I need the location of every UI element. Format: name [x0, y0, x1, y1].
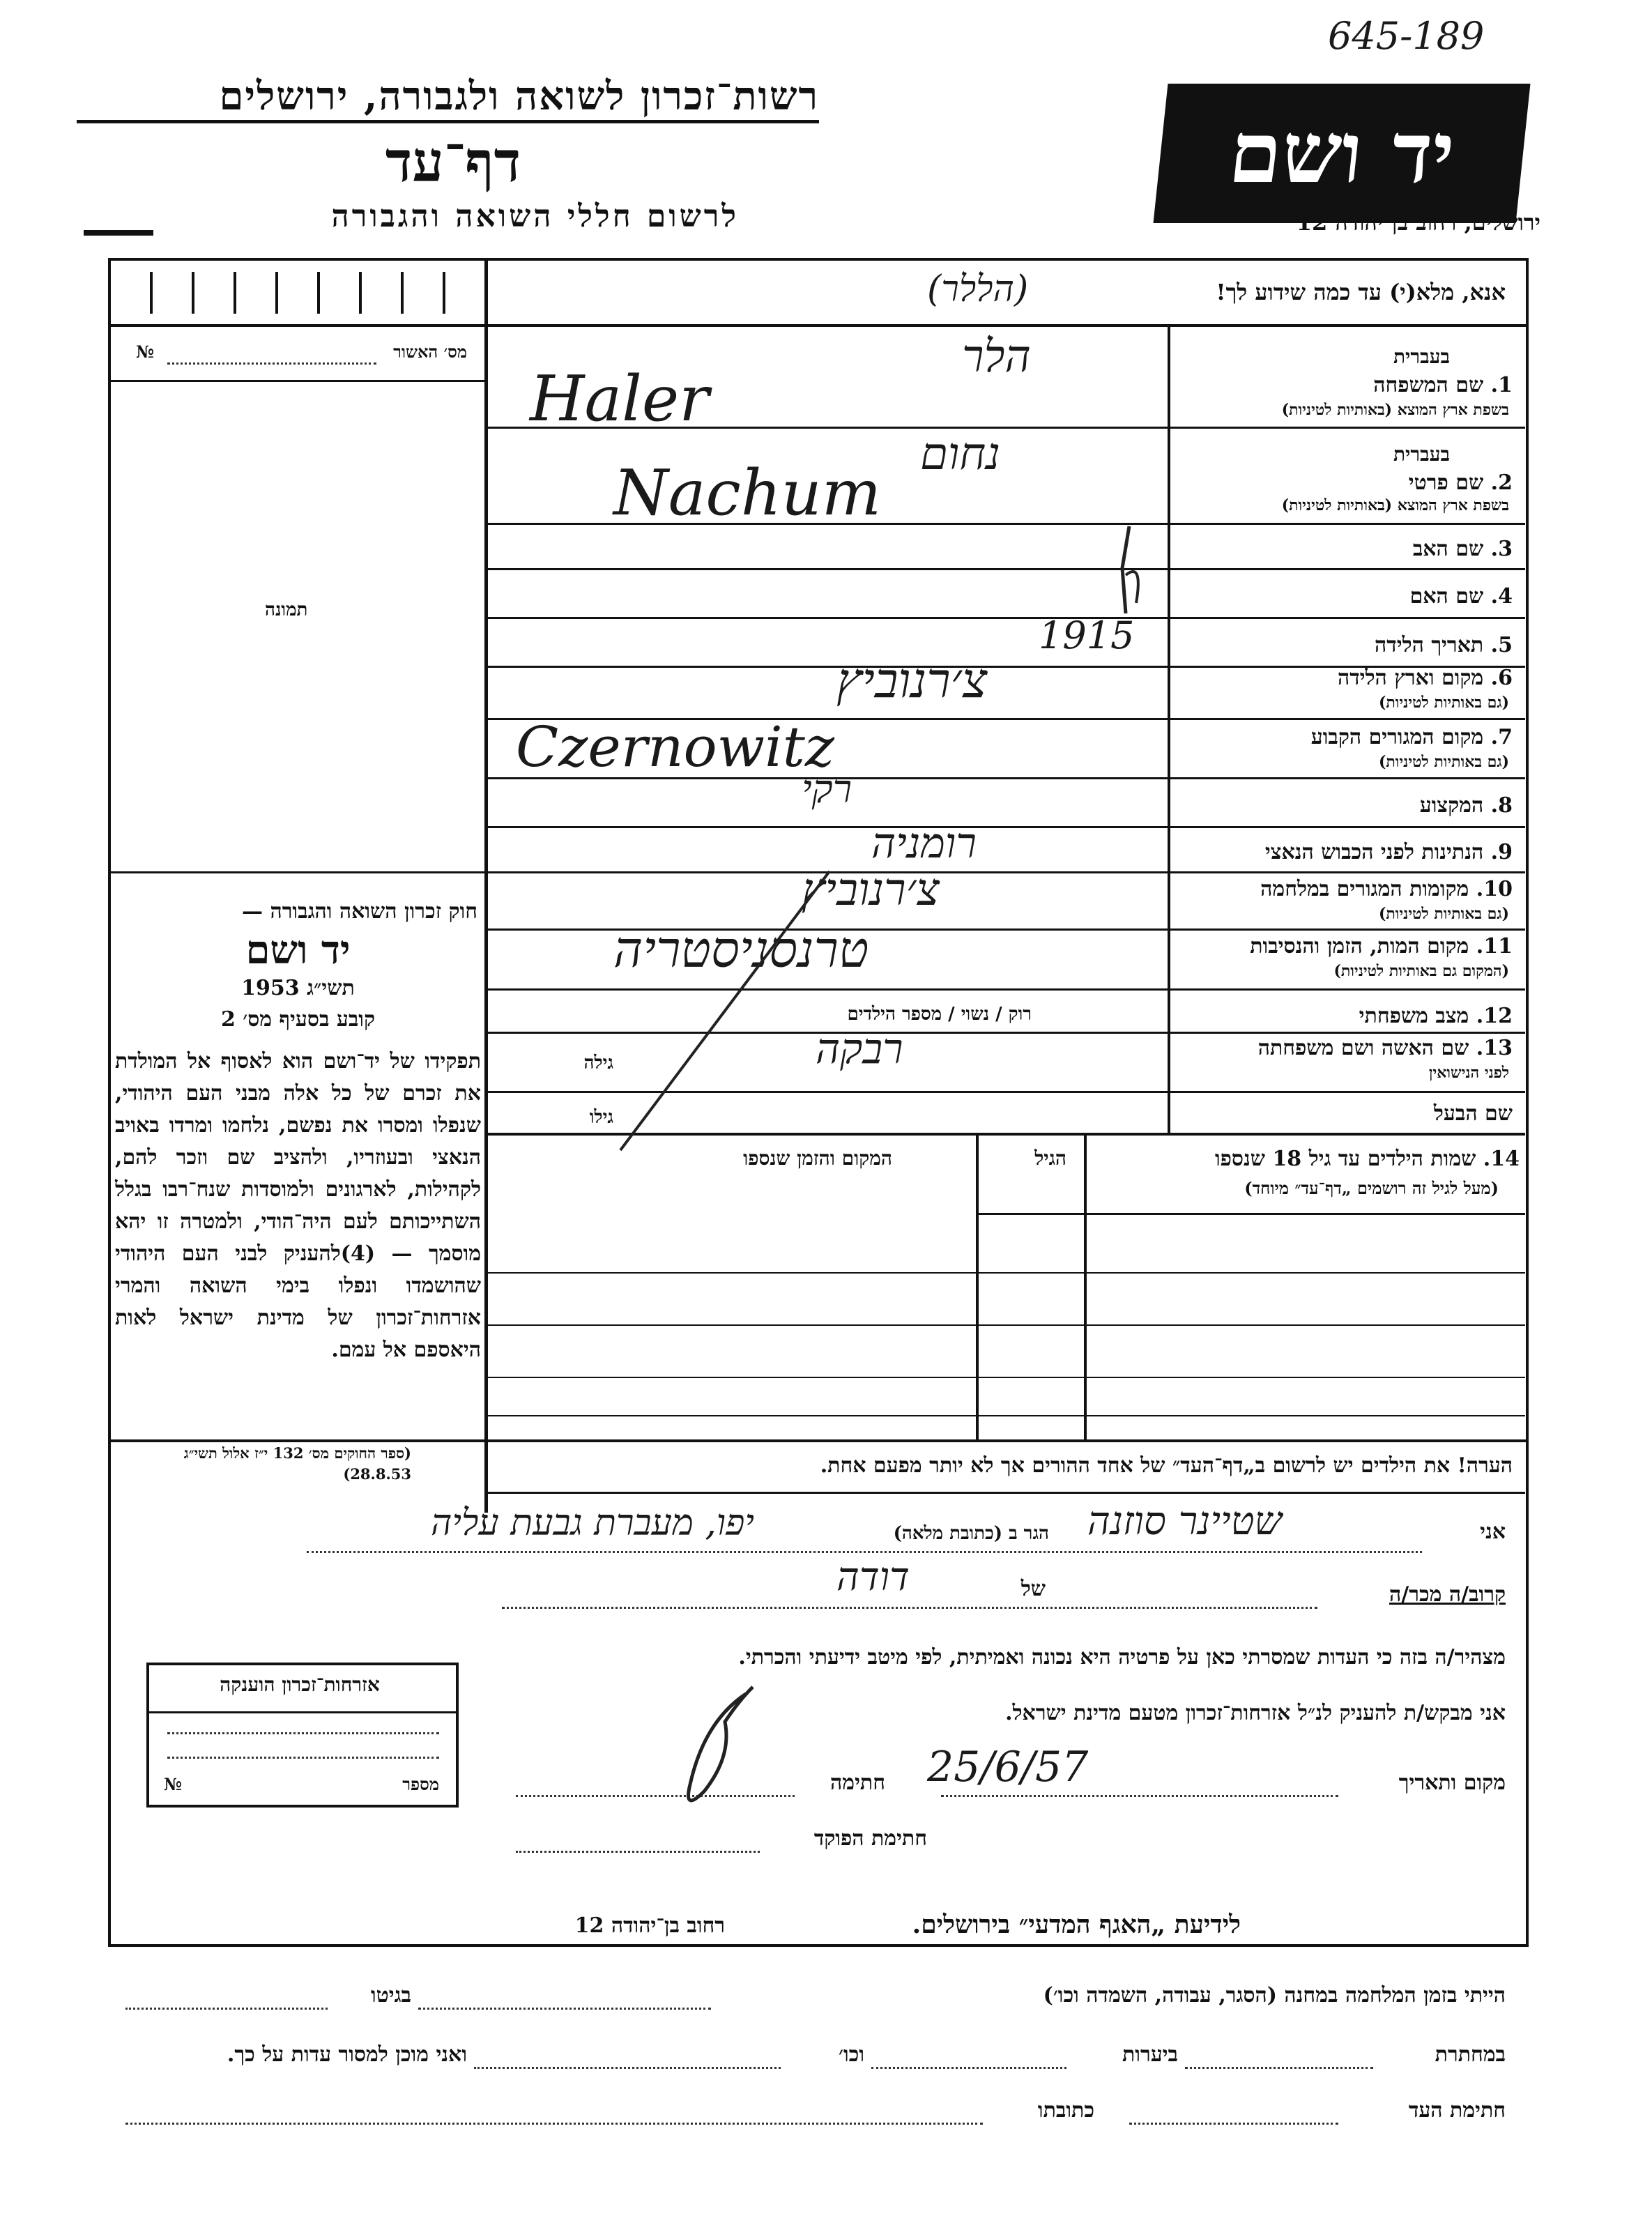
approval-row-bottom	[108, 380, 488, 382]
field-1-heb-tag: בעברית	[1393, 345, 1450, 368]
field-9-value: רומניה	[871, 819, 977, 868]
field-13-sub: לפני הנישואין	[1428, 1064, 1509, 1082]
field-12-num: 12.	[1476, 1004, 1513, 1028]
field-8-label	[1178, 793, 1513, 818]
yad-vashem-logo: יד ושם	[1153, 84, 1530, 223]
field-1-num: 1.	[1490, 373, 1513, 397]
field-2-sub: בשפת ארץ המוצא (באותיות לטיניות)	[1281, 496, 1509, 514]
children-row-2	[488, 1324, 1525, 1326]
children-header-bottom	[976, 1213, 1525, 1215]
field-6-sub: (גם באותיות לטיניות)	[1378, 694, 1509, 712]
info-witness-address-line[interactable]	[125, 2123, 983, 2125]
label-column-divider	[1168, 324, 1170, 1133]
field-4-divider	[488, 617, 1525, 619]
info-address: רחוב בן־יהודה 12	[574, 1913, 725, 1938]
field-2-latin-value: Nachum	[613, 457, 882, 530]
field-7-sub: (גם באותיות לטיניות)	[1378, 753, 1509, 771]
approval-number-label: מס׳ האשור	[393, 342, 467, 362]
form-title: דף־עד	[385, 129, 521, 194]
declarant-address: יפו, מעברת גבעת עליה	[430, 1502, 755, 1544]
tick-box	[359, 272, 362, 314]
info-title: לידיעת „האגף המדעי״ בירושלים.	[912, 1910, 1241, 1939]
field-12-name: מצב משפחתי	[1359, 1004, 1469, 1028]
field-3-label	[1178, 537, 1513, 561]
field-11-sub: (המקום גם באותיות לטיניות)	[1333, 962, 1509, 980]
declarant-line[interactable]	[307, 1551, 1422, 1553]
field-8-value: רקי	[802, 767, 852, 812]
tick-box	[275, 272, 278, 314]
field-9-name: הנתינות לפני הכבוש הנאצי	[1264, 840, 1484, 864]
children-row-3	[488, 1377, 1525, 1378]
children-title: שמות הילדים עד גיל 18 שנספו	[1214, 1147, 1476, 1171]
field-6-num: 6.	[1490, 666, 1513, 690]
field-3-divider	[488, 568, 1525, 570]
tick-box	[317, 272, 320, 314]
info-etc: וכו׳	[839, 2042, 864, 2067]
info-line1: הייתי בזמן המלחמה במחנה (הסגר, עבודה, השמדה וכו׳)	[1043, 1983, 1506, 2008]
field-7-num: 7.	[1490, 725, 1513, 749]
memorial-box-line-1[interactable]	[167, 1732, 439, 1734]
relation-value: דודה	[836, 1554, 910, 1600]
memorial-box-number-label: מספר	[402, 1774, 439, 1794]
field-5-name: תאריך הלידה	[1375, 633, 1484, 657]
field-11-num: 11.	[1476, 934, 1513, 958]
field-7-label	[1178, 725, 1513, 749]
form-subtitle: לרשום חללי השואה והגבורה	[331, 199, 739, 234]
field-12-label	[1178, 1004, 1513, 1028]
field-6-label	[1178, 666, 1513, 690]
authority-underline	[77, 120, 819, 123]
tick-box	[192, 272, 194, 314]
info-ghetto-line[interactable]	[125, 2008, 328, 2010]
relation-line[interactable]	[502, 1607, 1317, 1609]
children-col-age: הגיל	[1034, 1147, 1066, 1170]
field-2-heb-value: נחום	[920, 429, 1000, 480]
law-text: תפקידו של יד־ושם הוא לאסוף אל המולדת את זכרם של כל אלה מבני העם היהודי, שנפלו ומסרו את נפשם, נלחמו ומרדו באויב הנאצי ובעוזריו, ולהציב שם וזכר להם, לקהילות, לארגונים ולמוסדות שנח־רבו בגלל השתייכותם לעם היה־הודי, ולמטרה זו יהא מוסמך — (4)להעניק לבני העם היהודי שהושמדו ונפלו בימי השואה והמרי אזרחות־זכרון של מדינת ישראל לאות היאספם אל עמם.	[115, 1049, 481, 1362]
subtitle-dash	[84, 230, 153, 236]
field-2-num: 2.	[1490, 471, 1513, 495]
info-etc-line[interactable]	[474, 2067, 781, 2069]
field-8-divider	[488, 826, 1525, 828]
tick-box	[443, 272, 445, 314]
field-6-value: צ׳רנוביץ	[836, 652, 988, 709]
children-sub: (מעל לגיל זה רושמים „דף־עד״ מיוחד)	[1244, 1178, 1499, 1198]
relation-of-label: של	[1020, 1577, 1046, 1601]
field-10-value: צ׳רנוביץ	[802, 864, 940, 916]
officer-signature-label: חתימת הפוקד	[813, 1826, 927, 1851]
field-1-label	[1178, 373, 1513, 397]
declarant-i-label: אני	[1480, 1520, 1506, 1544]
children-row-1	[488, 1272, 1525, 1274]
declarant-statement: מצהיר/ה בזה כי העדות שמסרתי כאן על פרטיה היא נכונה ואמיתית, לפי מיטב ידיעתי והכרתי.	[738, 1645, 1506, 1669]
children-table-bottom	[108, 1439, 1526, 1442]
info-ghetto: בגיטו	[370, 1983, 411, 2008]
signature-mark	[662, 1680, 767, 1819]
children-num: 14.	[1483, 1147, 1520, 1171]
field-13-name: שם האשה ושם משפחתה	[1257, 1036, 1469, 1060]
field-11-value: טרנסניסטריה	[613, 920, 869, 979]
field-9-num: 9.	[1490, 840, 1513, 864]
field-13-value: רבקה	[816, 1025, 903, 1073]
signature-label: חתימה	[830, 1771, 885, 1795]
field-10-sub: (גם באותיות לטיניות)	[1378, 905, 1509, 923]
authority-title: רשות־זכרון לשואה ולגבורה, ירושלים	[219, 73, 819, 119]
field-5-num: 5.	[1490, 633, 1513, 657]
photo-label: תמונה	[265, 599, 308, 620]
field-2-label	[1178, 471, 1513, 495]
officer-signature-line[interactable]	[516, 1851, 760, 1853]
approval-label	[132, 342, 467, 362]
husband-age-label: גילו	[589, 1107, 613, 1128]
archive-number: 645-189	[1328, 14, 1485, 58]
field-2-name: שם פרטי	[1408, 471, 1484, 495]
field-2-heb-tag: בעברית	[1393, 443, 1450, 466]
address-header: ירושלים, רחוב בן־יהודה 12	[1296, 209, 1540, 236]
children-row-4	[488, 1415, 1525, 1416]
children-label	[1087, 1147, 1520, 1171]
info-underground-line[interactable]	[1185, 2067, 1373, 2069]
photo-bottom	[108, 871, 488, 873]
field-1-heb-value: הלר	[962, 331, 1031, 383]
info-camp-line[interactable]	[418, 2008, 711, 2010]
place-date-value: 25/6/57	[927, 1743, 1089, 1791]
declarant-address-label: הגר ב (כתובת מלאה)	[893, 1523, 1049, 1544]
memorial-box-divider	[146, 1711, 459, 1713]
field-1-name: שם המשפחה	[1373, 373, 1484, 397]
field-10-label	[1178, 877, 1513, 901]
field-3-num: 3.	[1490, 537, 1513, 561]
pen-diagonal	[613, 864, 836, 1157]
prompt-handwritten: (הללר)	[927, 268, 1029, 310]
children-col-place: המקום והזמן שנספו	[743, 1147, 892, 1170]
info-ready: ואני מוכן למסור עדות על כך.	[227, 2042, 467, 2067]
law-section: קובע בסעיף מס׳ 2	[220, 1007, 376, 1032]
note-bottom	[488, 1492, 1525, 1494]
info-forests-line[interactable]	[871, 2067, 1066, 2069]
field-7-value: Czernowitz	[516, 715, 834, 779]
law-title: יד ושם	[245, 927, 351, 973]
field-10-num: 10.	[1476, 877, 1513, 901]
tick-box	[234, 272, 236, 314]
declarant-name: שטיינר סוזנה	[1087, 1499, 1283, 1544]
field-7-name: מקום המגורים הקבוע	[1310, 725, 1484, 749]
info-witness-sig: חתימת העד	[1408, 2098, 1506, 2123]
field-8-name: המקצוע	[1419, 793, 1484, 818]
field-4-num: 4.	[1490, 584, 1513, 609]
place-date-label: מקום ותאריך	[1398, 1771, 1506, 1795]
field-5-value: 1915	[1039, 613, 1135, 657]
field-8-num: 8.	[1490, 793, 1513, 818]
memorial-box-no-sign: №	[164, 1774, 183, 1794]
info-witness-address: כתובתו	[1037, 2098, 1094, 2123]
memorial-box-title: אזרחות־זכרון הוענקה	[220, 1673, 380, 1696]
field-11-label	[1178, 934, 1513, 958]
field-13-age-label: גילה	[583, 1053, 613, 1073]
relation-label: קרוב/ה מכר/ה	[1389, 1582, 1506, 1607]
field-1-sub: בשפת ארץ המוצא (באותיות לטיניות)	[1281, 401, 1509, 419]
note-text: הערה! את הילדים יש לרשום ב„דף־העד״ של אחד ההורים אך לא יותר מפעם אחת.	[820, 1453, 1513, 1478]
field-4-name: שם האם	[1409, 584, 1484, 609]
children-col-divider-1	[1084, 1133, 1087, 1439]
info-underground: במחתרת	[1435, 2042, 1506, 2067]
approval-no-sign: №	[136, 342, 155, 362]
husband-label: שם הבעל	[1433, 1101, 1513, 1126]
place-date-line[interactable]	[941, 1795, 1338, 1797]
law-ref: (ספר החוקים מס׳ 132 י״ז אלול תשי״ג 28.8.53)	[183, 1444, 411, 1483]
pen-strokes	[1087, 519, 1171, 617]
field-13-num: 13.	[1476, 1036, 1513, 1060]
field-9-label	[1178, 840, 1513, 864]
tick-box	[401, 272, 404, 314]
law-year: תשי״ג 1953	[241, 976, 355, 1000]
field-13-label	[1178, 1036, 1513, 1060]
field-12-status-options: רוק / נשוי / מספר הילדים	[847, 1004, 1032, 1025]
field-6-name: מקום וארץ הלידה	[1337, 666, 1484, 690]
children-col-divider-2	[976, 1133, 979, 1439]
tick-box	[150, 272, 153, 314]
field-1-latin-value: Haler	[530, 362, 710, 436]
declarant-request: אני מבקש/ת להעניק לנ״ל אזרחות־זכרון מטעם מדינת ישראל.	[1005, 1701, 1506, 1725]
prompt-text: אנא, מלא(י) עד כמה שידוע לך!	[1216, 279, 1506, 305]
field-11-name: מקום המות, הזמן והנסיבות	[1250, 934, 1469, 958]
field-3-name: שם האב	[1412, 537, 1484, 561]
law-heading: חוק זכרון השואה והגבורה —	[242, 899, 477, 924]
info-forests: ביערות	[1122, 2042, 1178, 2067]
field-5-label	[1178, 633, 1513, 657]
approval-field[interactable]	[167, 362, 376, 365]
field-4-label	[1178, 584, 1513, 609]
field-10-name: מקומות המגורים במלחמה	[1260, 877, 1469, 901]
prompt-row-bottom	[108, 324, 1526, 327]
info-witness-sig-line[interactable]	[1129, 2123, 1338, 2125]
memorial-box-line-2[interactable]	[167, 1757, 439, 1759]
